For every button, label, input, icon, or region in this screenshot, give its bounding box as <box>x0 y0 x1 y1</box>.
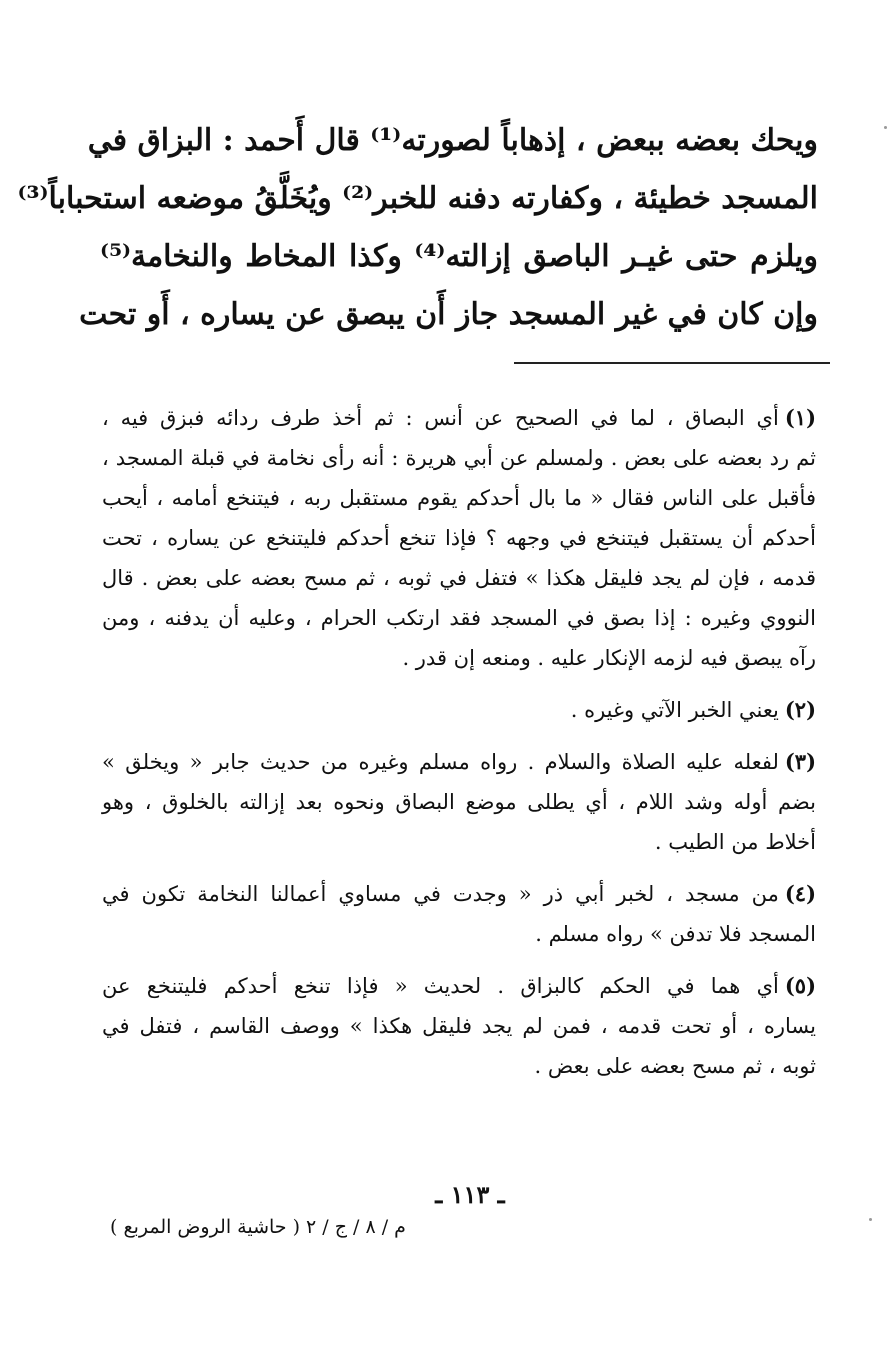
footnote-line <box>102 398 816 438</box>
footnote-line: قدمه ، فإن لم يجد فليقل هكذا » فتفل في ثوبه ، ثم مسح بعضه على بعض . قال <box>102 566 816 590</box>
footnote-line: ثوبه ، ثم مسح بعضه على بعض . <box>534 1054 816 1078</box>
footnote-number: (٣) <box>784 749 816 774</box>
footnote-number: (٥) <box>784 973 816 998</box>
footnote-line: فأقبل على الناس فقال « ما بال أحدكم يقوم مستقبل ربه ، فيتنخع أمامه ، أيحب <box>102 486 816 510</box>
footnote-5 <box>102 966 816 1086</box>
footnote-line: أخلاط من الطيب . <box>654 830 816 854</box>
scan-speck <box>884 126 887 129</box>
scan-speck <box>869 1218 872 1221</box>
footnote-line: ثم رد بعضه على بعض . ولمسلم عن أبي هريرة : أنه رأى نخامة في قبلة المسجد ، <box>102 446 816 470</box>
footnotes-block <box>102 398 816 1098</box>
footnote-line: يساره ، أو تحت قدمه ، فمن لم يجد فليقل هكذا » ووصف القاسم ، فتفل في <box>102 1014 816 1038</box>
footnote-line <box>102 690 816 730</box>
footnote-line: رآه يبصق فيه لزمه الإنكار عليه . ومنعه إن قدر . <box>402 646 816 670</box>
footnote-3 <box>102 742 816 862</box>
footnote-text: أي البصاق ، لما في الصحيح عن أنس : ثم أخذ طرف ردائه فبزق فيه ، <box>102 406 779 430</box>
footnote-4 <box>102 874 816 954</box>
footnote-line <box>102 966 816 1006</box>
footnote-number: (١) <box>784 405 816 430</box>
footnote-number: (٤) <box>784 881 816 906</box>
main-line: المسجد خطيئة ، وكفارته دفنه للخبر⁽²⁾ ويُخَلَّقُ موضعه استحباباً⁽³⁾ <box>17 181 818 216</box>
main-line: ويلزم حتى غيـر الباصق إزالته⁽⁴⁾ وكذا المخاط والنخامة⁽⁵⁾ <box>100 239 818 274</box>
footnote-2 <box>102 690 816 730</box>
footnote-line: بضم أوله وشد اللام ، أي يطلى موضع البصاق ونحوه بعد إزالته بالخلوق ، وهو <box>102 790 816 814</box>
footnote-line <box>102 742 816 782</box>
footnote-line: المسجد فلا تدفن » رواه مسلم . <box>535 922 816 946</box>
footnote-text: أي هما في الحكم كالبزاق . لحديث « فإذا تنخع أحدكم فليتنخع عن <box>102 974 779 998</box>
footnote-line: أحدكم أن يستقبل فيتنخع في وجهه ؟ فإذا تنخع أحدكم فليتنخع عن يساره ، تحت <box>102 526 816 550</box>
main-line: وإن كان في غير المسجد جاز أَن يبصق عن يساره ، أَو تحت <box>79 297 818 332</box>
footnote-text: من مسجد ، لخبر أبي ذر « وجدت في مساوي أعمالنا النخامة تكون في <box>102 882 779 906</box>
footnote-text: لفعله عليه الصلاة والسلام . رواه مسلم وغيره من حديث جابر « ويخلق » <box>102 750 779 774</box>
main-line: ويحك بعضه ببعض ، إذهاباً لصورته⁽¹⁾ قال أَحمد : البزاق في <box>87 123 818 158</box>
page-number: ـ ١١٣ ـ <box>435 1180 505 1209</box>
main-text-block <box>17 112 818 344</box>
footnote-line <box>102 874 816 914</box>
footnote-divider <box>514 362 830 364</box>
signature-line: م / ٨ / ج / ٢ ( حاشية الروض المربع ) <box>110 1216 406 1238</box>
footnote-number: (٢) <box>784 697 816 722</box>
footnote-1 <box>102 398 816 678</box>
footnote-line: النووي وغيره : إذا بصق في المسجد فقد ارتكب الحرام ، وعليه أن يدفنه ، ومن <box>102 606 816 630</box>
footnote-text: يعني الخبر الآتي وغيره . <box>570 698 779 722</box>
